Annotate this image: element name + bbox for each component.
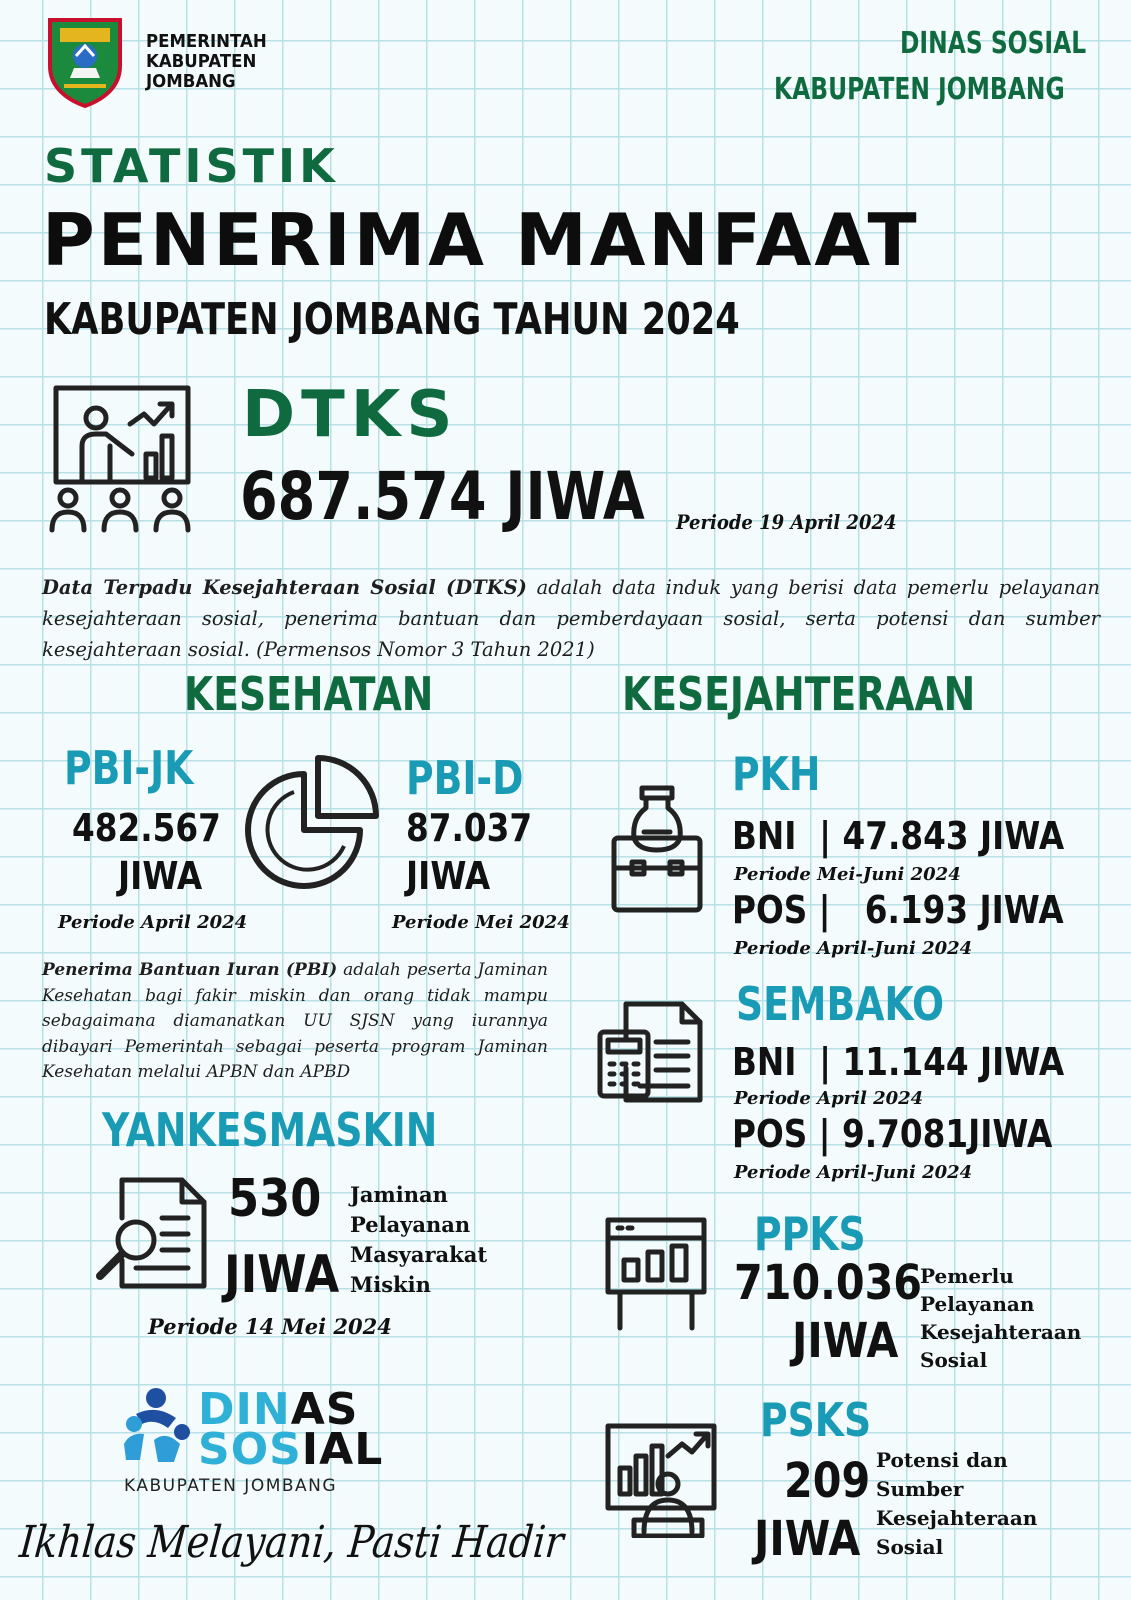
psks-value: 209 — [784, 1453, 871, 1509]
agency-name-line2: KABUPATEN JOMBANG — [774, 72, 1065, 107]
yankesmaskin-desc-line1: Jaminan — [350, 1182, 448, 1207]
logo-word-part-a: DIN — [198, 1384, 291, 1435]
dtks-label: DTKS — [242, 378, 459, 452]
page-title: PENERIMA MANFAAT — [42, 198, 920, 282]
yankesmaskin-value: 530 — [228, 1169, 322, 1229]
ppks-desc-line4: Sosial — [920, 1348, 988, 1372]
yankesmaskin-label: YANKESMASKIN — [102, 1103, 438, 1157]
sembako-label: SEMBAKO — [736, 977, 945, 1031]
yankesmaskin-desc-line2: Pelayanan — [350, 1212, 471, 1237]
dtks-description-term: Data Terpadu Kesejahteraan Sosial (DTKS) — [42, 576, 527, 599]
pbi-d-value: 87.037 — [406, 806, 533, 850]
pbi-d-label: PBI-D — [406, 751, 524, 805]
pkh-bni-period: Periode Mei-Juni 2024 — [734, 864, 961, 885]
logo-word-part-d: IAL — [301, 1424, 384, 1475]
ppks-desc-line2: Pelayanan — [920, 1292, 1035, 1316]
presentation-audience-icon — [46, 384, 196, 534]
yankesmaskin-period: Periode 14 Mei 2024 — [148, 1314, 392, 1339]
briefcase-bag-icon — [610, 784, 704, 914]
dtks-description-text: adalah data induk yang berisi data pemerlu pelayanan kesejahteraan sosial, penerima bantuan dan pemberdayaan sosial, serta potensi dan sumber kesejahteraan sosial. (Permensos Nomor 3 Tahun 2021) — [42, 576, 1100, 661]
yankesmaskin-unit: JIWA — [224, 1245, 340, 1305]
gov-name-line2: KABUPATEN — [146, 51, 257, 72]
yankesmaskin-desc-line3: Masyarakat — [350, 1242, 488, 1267]
sembako-pos-value: POS | 9.7081JIWA — [732, 1112, 1053, 1156]
sembako-bni-period: Periode April 2024 — [734, 1088, 924, 1109]
dinas-sosial-people-logo-icon — [118, 1384, 198, 1464]
sembako-pos-period: Periode April-Juni 2024 — [734, 1162, 973, 1183]
dtks-value: 687.574 JIWA — [240, 458, 645, 535]
pbi-description — [42, 958, 548, 1086]
gov-name-line3: JOMBANG — [146, 71, 236, 92]
pbi-jk-value: 482.567 — [72, 806, 221, 850]
pbi-description-term: Penerima Bantuan Iuran (PBI) — [42, 960, 338, 980]
pbi-jk-period: Periode April 2024 — [58, 912, 248, 933]
title-kicker: STATISTIK — [44, 139, 339, 193]
pbi-d-unit: JIWA — [406, 854, 491, 898]
bar-chart-board-icon — [604, 1216, 708, 1332]
psks-desc-line2: Sumber — [876, 1477, 964, 1501]
kesejahteraan-heading: KESEJAHTERAAN — [622, 667, 976, 721]
ppks-desc-line1: Pemerlu — [920, 1264, 1014, 1288]
calculator-document-icon — [596, 998, 706, 1106]
dinas-sosial-logo-subtitle: KABUPATEN JOMBANG — [124, 1476, 338, 1496]
dtks-description — [42, 572, 1100, 665]
logo-word-part-c: SOS — [198, 1424, 302, 1475]
ppks-desc-line3: Kesejahteraan — [920, 1320, 1082, 1344]
pbi-d-period: Periode Mei 2024 — [392, 912, 570, 933]
psks-unit: JIWA — [754, 1511, 861, 1567]
ppks-unit: JIWA — [792, 1313, 899, 1369]
pkh-label: PKH — [732, 747, 821, 801]
ppks-label: PPKS — [754, 1207, 866, 1261]
yankesmaskin-desc-line4: Miskin — [350, 1272, 431, 1297]
dinas-sosial-logo-wordmark-bottom — [198, 1424, 384, 1475]
psks-desc-line4: Sosial — [876, 1535, 944, 1559]
psks-desc-line1: Potensi dan — [876, 1448, 1008, 1472]
pkh-bni-value: BNI | 47.843 JIWA — [732, 814, 1065, 858]
dtks-period: Periode 19 April 2024 — [676, 510, 897, 534]
pie-chart-icon — [240, 752, 390, 892]
pkh-pos-value: POS | 6.193 JIWA — [732, 888, 1064, 932]
presenter-growth-chart-icon — [604, 1422, 718, 1538]
gov-name-line1: PEMERINTAH — [146, 31, 267, 52]
kesehatan-heading: KESEHATAN — [184, 667, 434, 721]
document-search-icon — [92, 1174, 210, 1292]
pbi-jk-label: PBI-JK — [64, 741, 194, 795]
logo-word-part-b: AS — [290, 1384, 359, 1435]
jombang-crest-icon — [46, 16, 124, 108]
sembako-bni-value: BNI | 11.144 JIWA — [732, 1040, 1065, 1084]
psks-label: PSKS — [760, 1393, 872, 1447]
pbi-jk-unit: JIWA — [118, 854, 203, 898]
agency-name-line1: DINAS SOSIAL — [900, 26, 1087, 61]
ppks-value: 710.036 — [734, 1255, 923, 1311]
psks-desc-line3: Kesejahteraan — [876, 1506, 1038, 1530]
tagline: Ikhlas Melayani, Pasti Hadir — [17, 1517, 566, 1568]
page-subtitle: KABUPATEN JOMBANG TAHUN 2024 — [44, 294, 740, 345]
pkh-pos-period: Periode April-Juni 2024 — [734, 938, 973, 959]
pbi-description-text: adalah peserta Jaminan Kesehatan bagi fakir miskin dan orang tidak mampu sebagaimana diamanatkan UU SJSN yang iurannya dibayari Pemerintah sebagai peserta program Jaminan Kesehatan melalui APBN dan APBD — [42, 960, 548, 1082]
